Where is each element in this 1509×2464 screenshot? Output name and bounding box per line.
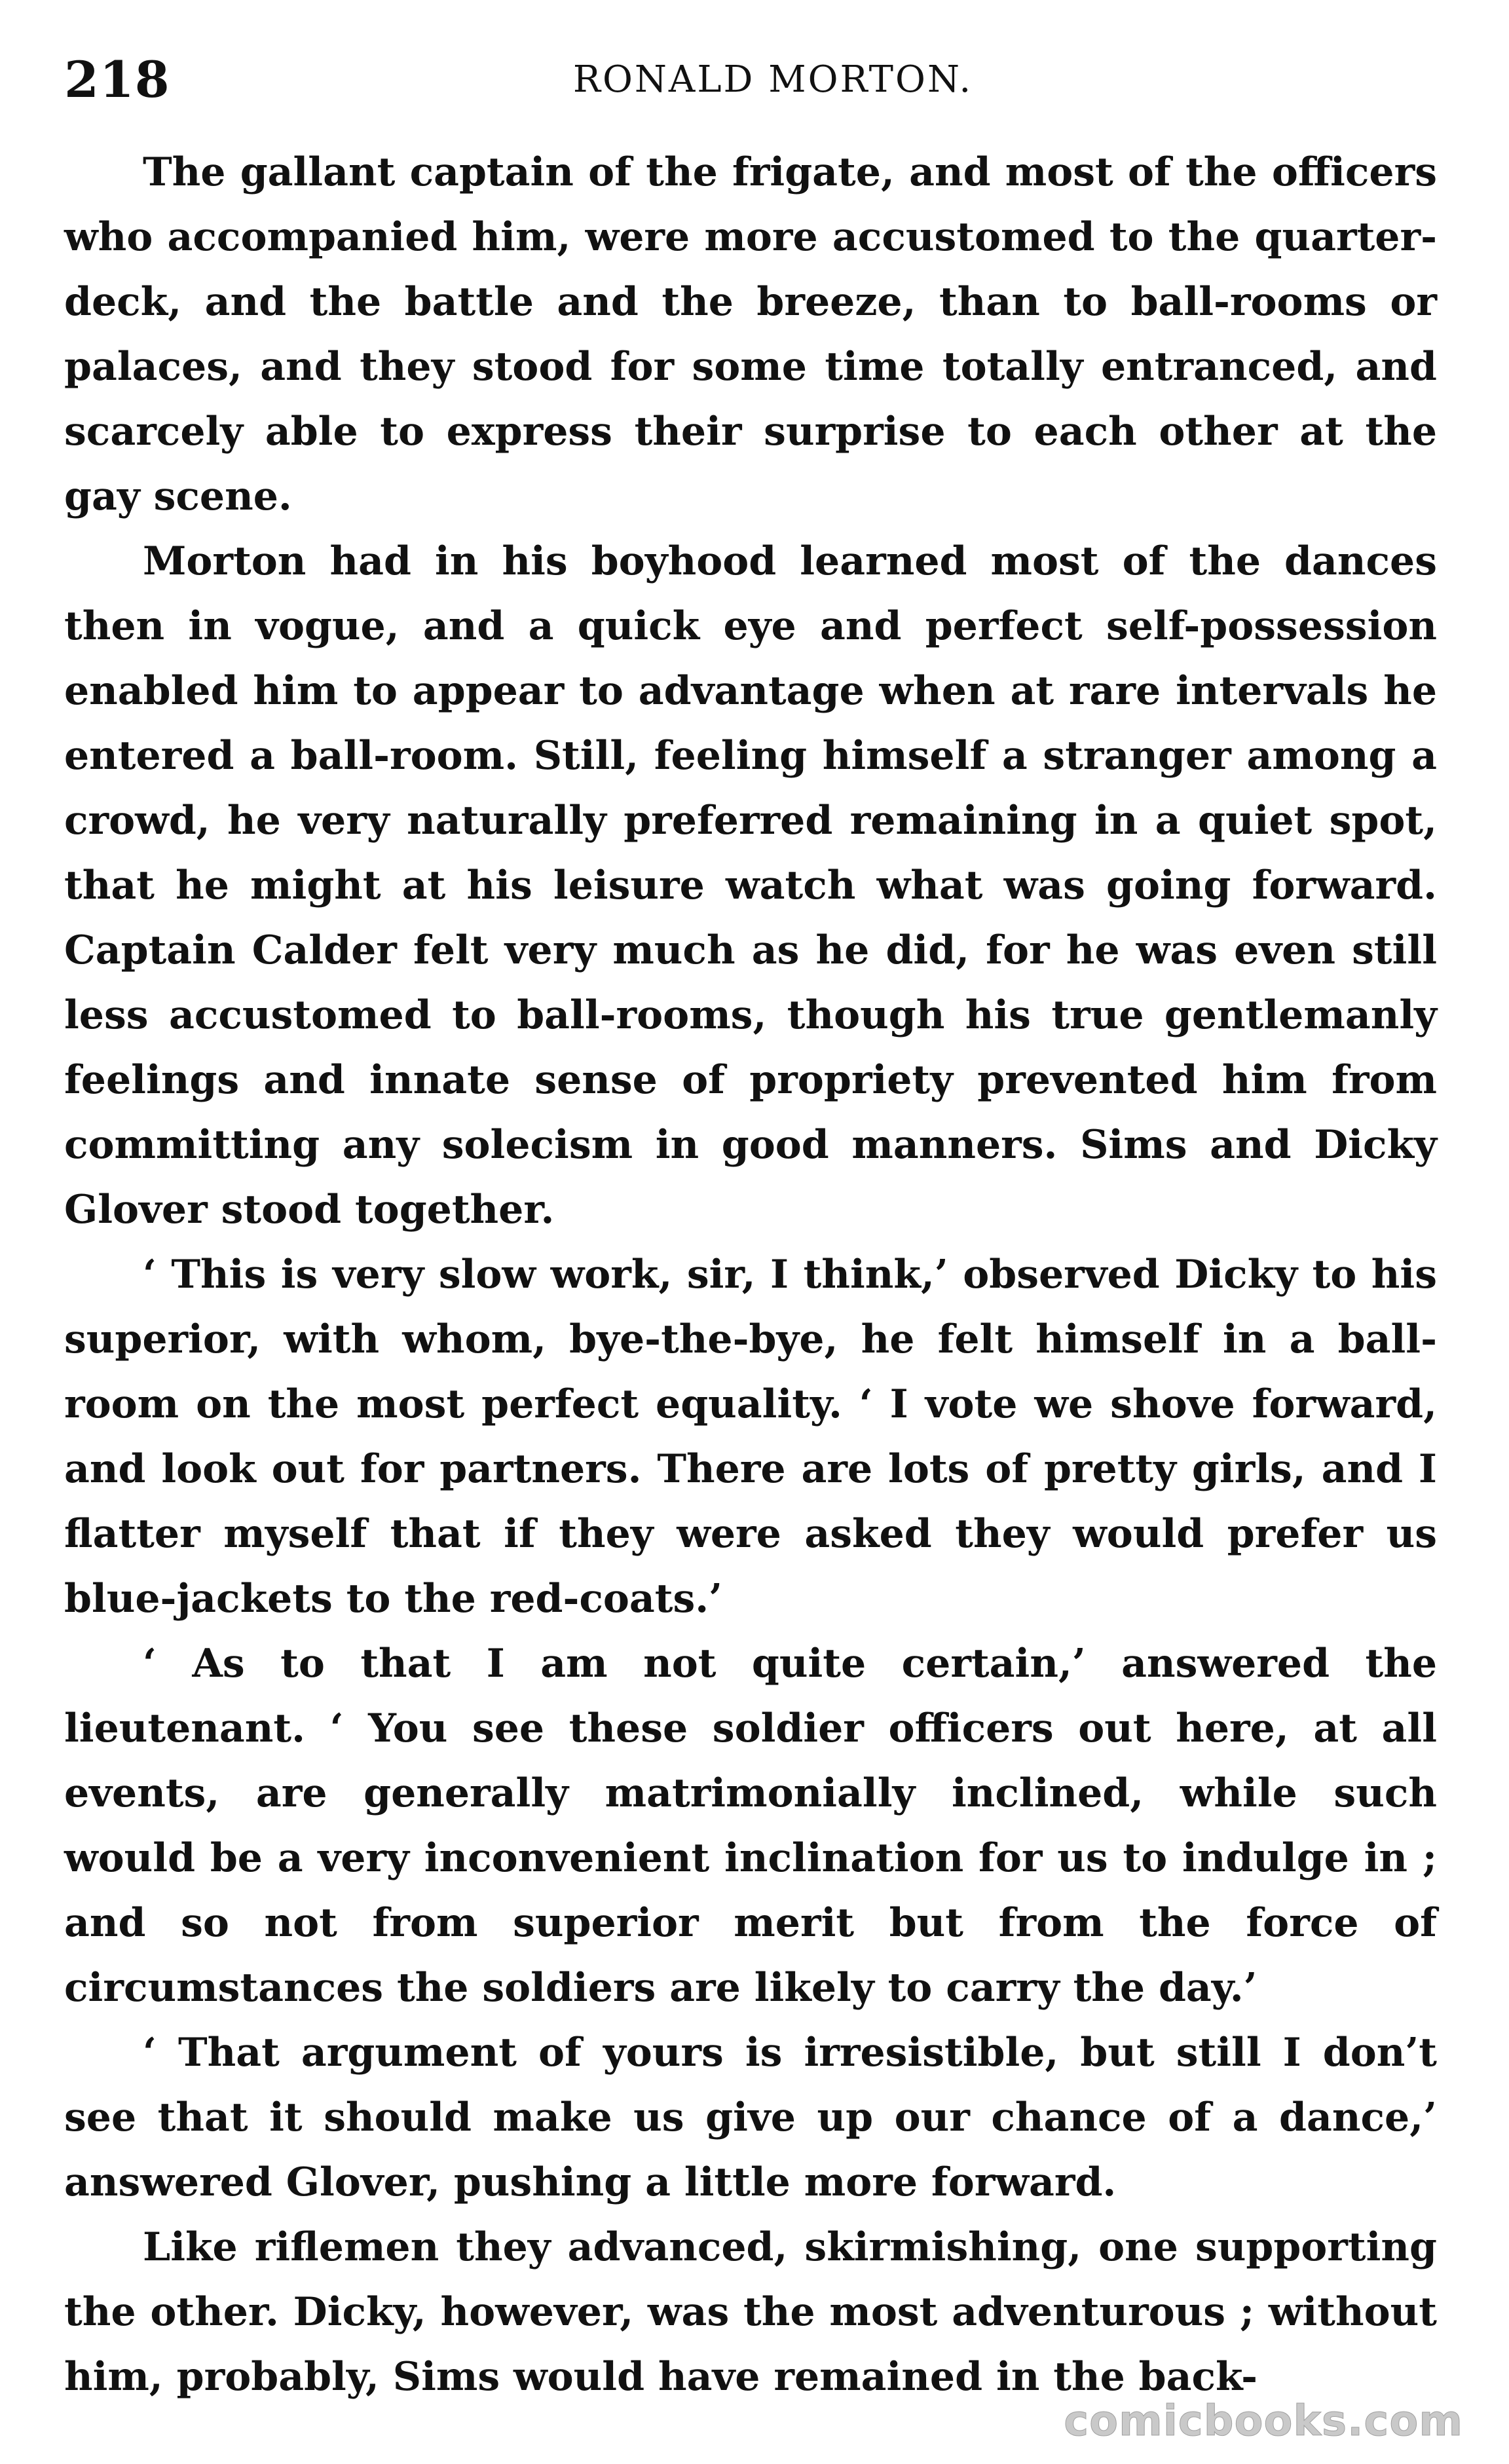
paragraph: The gallant captain of the frigate, and most of the officers who accompanied him, were more accustomed to the quarter-deck, and the battle and the breeze, than to ball-rooms or palaces, and they stood for some time totally entranced, and scarcely able to express their surprise to each other at the gay scene.	[64, 149, 1437, 519]
running-head: RONALD MORTON.	[572, 58, 973, 101]
paragraph: Like riflemen they advanced, skirmishing, one supporting the other. Dicky, however, was the most adventurous ; without him, probably, Sims would have remained in the back-	[64, 2224, 1437, 2400]
page-number: 218	[64, 50, 170, 109]
body-text	[64, 140, 1437, 2410]
paragraph: ‘ That argument of yours is irresistible, but still I don’t see that it should make us give up our chance of a dance,’ answered Glover, pushing a little more forward.	[64, 2030, 1437, 2205]
page-header	[64, 41, 1442, 119]
paragraph: ‘ As to that I am not quite certain,’ answered the lieutenant. ‘ You see these soldier officers out here, at all events, are generally matrimonially inclined, while such would be a very inconvenient inclination for us to indulge in ; and so not from superior merit but from the force of circumstances the soldiers are likely to carry the day.’	[64, 1641, 1437, 2011]
watermark: comicbooks.com	[1064, 2397, 1463, 2446]
paragraph: ‘ This is very slow work, sir, I think,’ observed Dicky to his superior, with whom, bye-the-bye, he felt himself in a ball-room on the most perfect equality. ‘ I vote we shove forward, and look out for partners. There are lots of pretty girls, and I flatter myself that if they were asked they would prefer us blue-jackets to the red-coats.’	[64, 1252, 1437, 1622]
paragraph: Morton had in his boyhood learned most of the dances then in vogue, and a quick eye and perfect self-possession enabled him to appear to advantage when at rare intervals he entered a ball-room. Still, feeling himself a stranger among a crowd, he very naturally preferred remaining in a quiet spot, that he might at his leisure watch what was going forward. Captain Calder felt very much as he did, for he was even still less accustomed to ball-rooms, though his true gentlemanly feelings and innate sense of propriety prevented him from committing any solecism in good manners. Sims and Dicky Glover stood together.	[64, 538, 1437, 1233]
